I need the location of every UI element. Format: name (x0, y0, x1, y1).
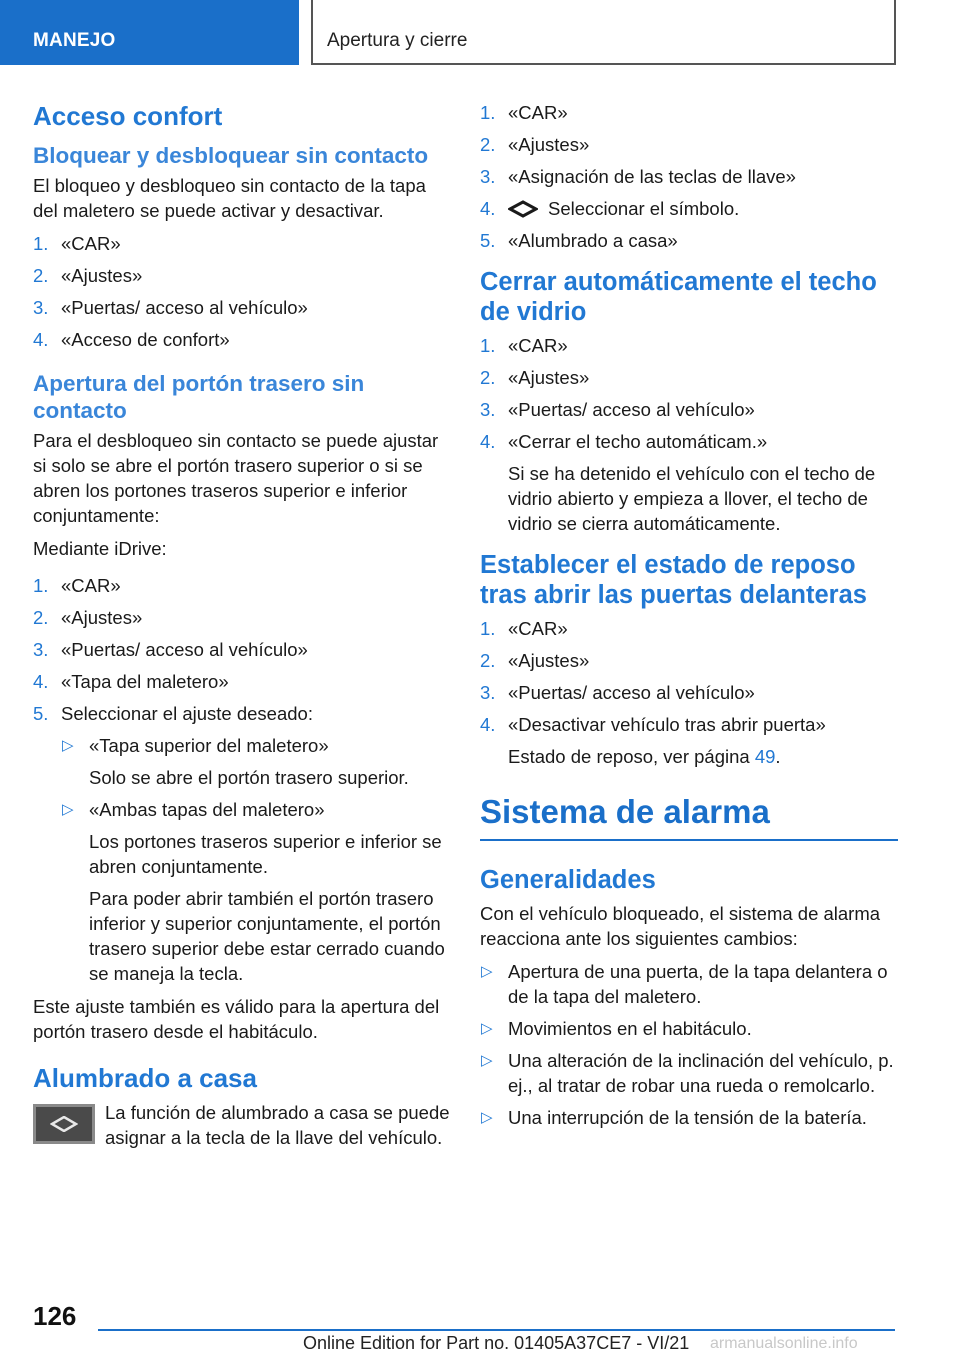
heading-acceso-confort: Acceso confort (33, 101, 223, 131)
key-diamond-icon (508, 200, 538, 218)
list-item: ▷ Apertura de una puerta, de la tapa delantera o de la tapa del maletero. (481, 961, 888, 1007)
list-item: 5. Seleccionar el ajuste deseado: ▷ «Tapa superior del maletero» Solo se abre el portón trasero superior. ▷ «Ambas tapas del maletero» Los portones traseros superior e inferior se abren conjuntamente. Para poder abrir también el portón trasero inferior y superior conjuntamente, el portón trasero superior debe estar cerrado cuando se maneja la tecla. (33, 701, 451, 986)
page-number: 126 (33, 1301, 77, 1331)
footer-edition: Online Edition for Part no. 01405A37CE7 - VI/21 (303, 1333, 690, 1353)
list-item: ▷ Una interrupción de la tensión de la batería. (481, 1107, 867, 1128)
heading-sistema-alarma: Sistema de alarma (480, 791, 898, 841)
list-item: 4. «Acceso de confort» (33, 329, 230, 350)
paragraph-bloquear: El bloqueo y desbloqueo sin contacto de la tapa del maletero se puede activar y desactivar. (33, 175, 426, 221)
left-column (33, 100, 451, 1158)
option-description: Los portones traseros superior e inferior se abren conjuntamente. (89, 831, 442, 877)
header-chapter-label: Apertura y cierre (327, 30, 468, 51)
steps-list-alumbrado (480, 100, 898, 253)
paragraph-ajuste: Este ajuste también es válido para la apertura del portón trasero desde el habitáculo. (33, 996, 440, 1042)
list-item: 2. «Ajustes» (33, 607, 143, 628)
paragraph-porton: Para el desbloqueo sin contacto se puede ajustar si solo se abre el portón trasero superior o si se abren los portones traseros superior e inferior conjuntamente: (33, 430, 439, 526)
key-diamond-icon (50, 1116, 78, 1132)
heading-techo: Cerrar automáticamente el techo de vidrio (480, 268, 877, 326)
footer-divider (98, 1329, 895, 1331)
list-item: 4. «Tapa del maletero» (33, 671, 229, 692)
header-section-label: MANEJO (33, 30, 116, 51)
steps-list-reposo (480, 616, 898, 769)
steps-list-techo (480, 333, 898, 536)
list-item: 3. «Asignación de las teclas de llave» (480, 166, 796, 187)
list-item: 3. «Puertas/ acceso al vehículo» (33, 297, 308, 318)
list-item: ▷ Movimientos en el habitáculo. (481, 1018, 752, 1039)
list-item: 2. «Ajustes» (480, 650, 590, 671)
list-item: 2. «Ajustes» (33, 265, 143, 286)
right-column (480, 100, 898, 1137)
list-item: 4. «Cerrar el techo automáticam.» Si se ha detenido el vehículo con el techo de vidrio abierto y empieza a llover, el techo de vidrio se cierra automáticamente. (480, 429, 898, 536)
list-item: 5. «Alumbrado a casa» (480, 230, 678, 251)
list-item: 1. «CAR» (480, 335, 568, 356)
triangle-bullet-icon: ▷ (481, 963, 493, 980)
triangle-bullet-icon: ▷ (481, 1109, 493, 1126)
list-item: ▷ Una alteración de la inclinación del vehículo, p. ej., al tratar de robar una rueda o remolcarlo. (481, 1050, 894, 1096)
list-item: 3. «Puertas/ acceso al vehículo» (33, 639, 308, 660)
step-description: Si se ha detenido el vehículo con el techo de vidrio abierto y empieza a llover, el techo de vidrio se cierra automáticamente. (508, 463, 876, 534)
list-item: 2. «Ajustes» (480, 367, 590, 388)
heading-reposo: Establecer el estado de reposo tras abrir las puertas delanteras (480, 551, 867, 609)
header-section-tab (0, 0, 299, 65)
triangle-bullet-icon: ▷ (481, 1052, 493, 1069)
list-item: 3. «Puertas/ acceso al vehículo» (480, 399, 755, 420)
option-description: Solo se abre el portón trasero superior. (89, 767, 409, 788)
list-item: ▷ «Tapa superior del maletero» Solo se abre el portón trasero superior. (61, 733, 451, 790)
watermark: armanualsonline.info (710, 1335, 858, 1352)
options-list (61, 733, 451, 986)
key-button-image (33, 1104, 95, 1144)
alarm-triggers-list (480, 959, 898, 1130)
list-item: 2. «Ajustes» (480, 134, 590, 155)
heading-bloquear: Bloquear y desbloquear sin contacto (33, 143, 429, 168)
paragraph-generalidades: Con el vehículo bloqueado, el sistema de alarma reacciona ante los siguientes cambios: (480, 903, 881, 949)
step-description: Estado de reposo, ver página 49. (508, 746, 781, 767)
header-chapter-box (311, 0, 896, 65)
list-item: 1. «CAR» (480, 102, 568, 123)
list-item: 1. «CAR» (480, 618, 568, 639)
steps-list-acceso (33, 231, 451, 352)
steps-list-porton (33, 573, 451, 986)
list-item: ▷ «Ambas tapas del maletero» Los portones traseros superior e inferior se abren conjuntamente. Para poder abrir también el portón trasero inferior y superior conjuntamente, el portón trasero superior debe estar cerrado cuando se maneja la tecla. (61, 797, 451, 986)
list-item: 1. «CAR» (33, 575, 121, 596)
paragraph-idrive: Mediante iDrive: (33, 538, 167, 559)
list-item: 3. «Puertas/ acceso al vehículo» (480, 682, 755, 703)
page-link[interactable]: 49 (754, 746, 776, 767)
paragraph-alumbrado: La función de alumbrado a casa se puede asignar a la tecla de la llave del vehículo. (105, 1102, 450, 1148)
heading-alumbrado: Alumbrado a casa (33, 1063, 257, 1093)
list-item: 4. Seleccionar el símbolo. (480, 198, 740, 219)
triangle-bullet-icon: ▷ (62, 737, 74, 754)
alumbrado-block (33, 1100, 451, 1150)
list-item: 4. «Desactivar vehículo tras abrir puerta» Estado de reposo, ver página 49. (480, 712, 898, 769)
option-description: Para poder abrir también el portón trasero inferior y superior conjuntamente, el portón trasero superior debe estar cerrado cuando se maneja la tecla. (89, 888, 445, 984)
heading-generalidades: Generalidades (480, 866, 656, 894)
heading-apertura-porton: Apertura del portón trasero sin contacto (33, 371, 365, 423)
list-item: 1. «CAR» (33, 233, 121, 254)
triangle-bullet-icon: ▷ (62, 801, 74, 818)
triangle-bullet-icon: ▷ (481, 1020, 493, 1037)
